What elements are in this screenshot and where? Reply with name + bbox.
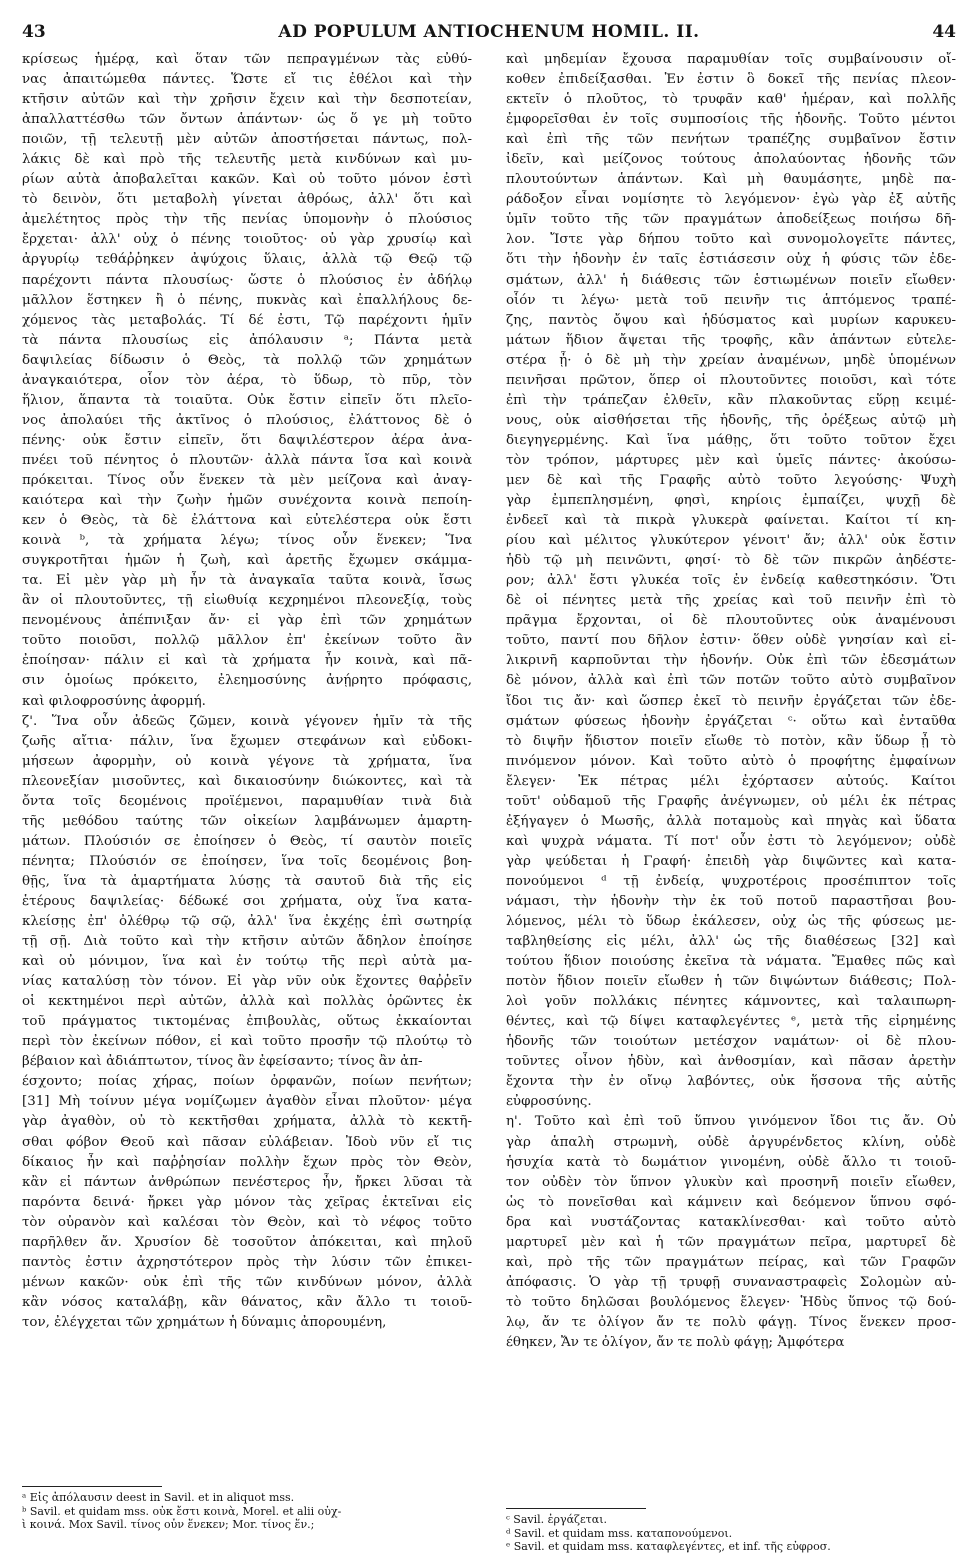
text-line: δὲ μόνον, ἀλλὰ καὶ ἐπὶ τῶν ποτῶν τοῦτο αὐτὸ συμβαῖνον bbox=[506, 673, 956, 689]
text-line: γὰρ ἀγαθὸν, οὐ τὸ κεκτῆσθαι χρήματα, ἀλλὰ τὸ κεκτῆ- bbox=[22, 1114, 472, 1130]
text-line: λάκις δὲ καὶ πρὸ τῆς τελευτῆς μετὰ κινδύνων καὶ μυ- bbox=[22, 152, 472, 168]
text-line: πρόκειται. Τίνος οὖν ἕνεκεν τὰ μὲν μείζονα καὶ ἀναγ- bbox=[22, 472, 472, 488]
text-line: πλεονεξίαν μισοῦντες, καὶ δικαιοσύνην διώκοντες, καὶ τὰ bbox=[22, 773, 472, 789]
text-line: παρῆλθεν ἄν. Χρυσίον δὲ τοσοῦτον ἀπόκειται, καὶ πηλοῦ bbox=[22, 1234, 472, 1250]
text-line: ὅτι τὴν ἡδονὴν ἐν ταῖς ἑστιάσεσιν οὐχ ἡ φύσις τῶν ἐδε- bbox=[506, 252, 956, 268]
text-line: διεγηγερμένης. Καὶ ἵνα μάθῃς, ὅτι τοῦτο τοῦτον ἔχει bbox=[506, 432, 956, 448]
text-line: μάτων. Πλούσιόν σε ἐποίησεν ὁ Θεὸς, τί σαυτὸν ποιεῖς bbox=[22, 833, 472, 849]
text-line: πονούμενοι ᵈ τῇ ἐνδείᾳ, ψυχροτέροις προσέπιπτον τοῖς bbox=[506, 873, 956, 889]
text-line: τῆς μεθόδου ταύτης τῶν οἰκείων λαμβάνωμεν ἁμαρτη- bbox=[22, 813, 472, 829]
text-line: ἐξήγαγεν ὁ Μωσῆς, ἀλλὰ ποταμοὺς καὶ πηγὰς καὶ ὕδατα bbox=[506, 813, 956, 829]
text-line: τὸ δεινὸν, ὅτι μεταβολὴ γίνεται ἀθρόως, ἀλλ' ὅτι καὶ bbox=[22, 192, 472, 208]
text-line: ἡδὺ τῷ μὴ πεινῶντι, φησί· τὸ δὲ τῶν πικρῶν ἀηδέστε- bbox=[506, 553, 956, 569]
text-line: ἥλιον, ἅπαντα τὰ τοιαῦτα. Οὐκ ἔστιν εἰπεῖν ὅτι πλεῖο- bbox=[22, 392, 472, 408]
text-line: πλουτούντων ἁπάντων. Καὶ μὴ θαυμάσητε, μηδὲ πα- bbox=[506, 172, 956, 188]
text-line: εὐφροσύνης. bbox=[506, 1094, 592, 1110]
text-line: τὸ τοῦτο δηλῶσαι βουλόμενος ἔλεγεν· Ἡδὺς ὕπνος τῷ δού- bbox=[506, 1294, 956, 1310]
text-line: γὰρ ἐμπεπλησμένη, φησὶ, κηρίοις ἐμπαίζει, ψυχῇ δὲ bbox=[506, 493, 956, 509]
text-line: καὶ, πρὸ τῆς τῶν πραγμάτων πείρας, καὶ τῶν Γραφῶν bbox=[506, 1254, 956, 1270]
text-line: μεν δὲ καὶ τῆς Γραφῆς αὐτὸ τοῦτο λεγούσης· Ψυχὴ bbox=[506, 472, 956, 488]
footnote-divider-right bbox=[506, 1508, 646, 1509]
text-line: νους, οὐκ αἰσθήσεται τῆς ἡδονῆς, τῆς ὀρέξεως αὐτῷ μὴ bbox=[506, 412, 956, 428]
text-line: ἰδεῖν, καὶ μείζονος τούτους ἀπολαύοντας ἡδονῆς τῶν bbox=[506, 152, 956, 168]
text-line: ἀπαλλαττέσθω τῶν ὄντων ἁπάντων· ὡς ὅ γε μὴ τοῦτο bbox=[22, 112, 472, 128]
text-line: κτῆσιν αὐτῶν καὶ τὴν χρῆσιν ἔχειν καὶ τὴν δεσποτείαν, bbox=[22, 92, 472, 108]
text-line: γὰρ ψεύδεται ἡ Γραφή· ἐπειδὴ γὰρ διψῶντες καὶ κατα- bbox=[506, 853, 956, 869]
text-line: σμάτων φύσεως ἡδονὴν ἐργάζεται ᶜ· οὕτω καὶ ἐνταῦθα bbox=[506, 713, 956, 729]
text-line: οἷόν τι λέγω· μετὰ τοῦ πεινῆν τις ἁπτόμενος τραπέ- bbox=[506, 292, 956, 308]
text-line: ἀπόφασις. Ὁ γὰρ τῇ τρυφῇ συναναστραφεὶς Σολομὼν αὐ- bbox=[506, 1274, 956, 1290]
text-line: καὶ ἐπὶ τῆς τῶν πενήτων τραπέζης συμβαῖνον ἔστιν bbox=[506, 132, 956, 148]
text-line: τα. Εἰ μὲν γὰρ μὴ ἦν τὰ ἀναγκαῖα ταῦτα κοινὰ, ἴσως bbox=[22, 573, 472, 589]
text-line: τοῦτο ποιοῦσι, πολλῷ μᾶλλον ἐπ' ἐκείνων τοῦτο ἂν bbox=[22, 633, 472, 649]
text-line: σμάτων, ἀλλ' ἡ διάθεσις τῶν ἑστιωμένων ποιεῖν εἴωθεν· bbox=[506, 272, 956, 288]
text-line: ράδοξον εἶναι νομίσητε τὸ λεγόμενον· ἐγὼ γὰρ ἐξ αὐτῆς bbox=[506, 192, 956, 208]
text-line: ρίων αὐτὰ ἀποβαλεῖται κακῶν. Καὶ οὐ τοῦτο μόνον ἐστὶ bbox=[22, 172, 472, 188]
text-line: περὶ τὸν ἐκείνων πόθον, εἰ καὶ τοῦτο προσῆν τῷ πλούτῳ τὸ bbox=[22, 1034, 472, 1050]
text-line: μᾶλλον ἕστηκεν ἢ ὁ πένης, πυκνὰς καὶ ἐπαλλήλους δε- bbox=[22, 292, 472, 308]
text-line: κοινὰ ᵇ, τὰ χρήματα λέγω; τίνος οὖν ἕνεκεν; Ἵνα bbox=[22, 533, 472, 549]
text-line: κλείσῃς ἐπ' ὀλέθρῳ τῷ σῷ, ἀλλ' ἵνα ἐκχέῃς ἐπὶ σωτηρίᾳ bbox=[22, 914, 472, 930]
text-line: ἔλεγεν· Ἐκ πέτρας μέλι ἐχόρτασεν αὐτούς. Καίτοι bbox=[506, 773, 956, 789]
footnote: ᵉ Savil. et quidam mss. καταφλεγέντες, et inf. τῆς εὐφροσ. bbox=[506, 1540, 831, 1553]
text-line: ἔχοντα τὴν ἐν οἴνῳ λαβόντες, οὐκ ἥσσονα τῆς αὐτῆς bbox=[506, 1074, 956, 1090]
text-line: πινόμενον μόνον. Καὶ τοῦτο αὐτὸ ὁ προφήτης ἐμφαίνων bbox=[506, 753, 956, 769]
text-line: ἑτέρους δαψιλείας· δέδωκέ σοι χρήματα, οὐχ ἵνα κατα- bbox=[22, 893, 472, 909]
text-line: σιν ὁμοίως πρόκειτο, ἐλεημοσύνης ἀνῄρητο πρόφασις, bbox=[22, 673, 472, 689]
text-line: στέρα ᾖ· ὁ δὲ μὴ τὴν χρείαν ἀναμένων, μηδὲ ὑπομένων bbox=[506, 352, 956, 368]
text-line: πένης· οὐκ ἔστιν εἰπεῖν, ὅτι δαψιλέστερον ἀέρα ἀνα- bbox=[22, 432, 472, 448]
text-line: ἀργυρίῳ τεθάῤῥηκεν ἀψύχοις ὕλαις, ἀλλὰ τῷ Θεῷ τῷ bbox=[22, 252, 472, 268]
text-line: μένων κακῶν· οὐκ ἐπὶ τῆς τῶν κινδύνων μόνον, ἀλλὰ bbox=[22, 1274, 472, 1290]
text-line: θῇς, ἵνα τὰ ἁμαρτήματα λύσῃς τὰ σαυτοῦ διὰ τῆς εἰς bbox=[22, 873, 472, 889]
left-text-column bbox=[22, 50, 472, 1333]
page-header bbox=[22, 14, 956, 44]
text-line: καὶ φιλοφροσύνης ἀφορμή. bbox=[22, 693, 206, 709]
text-line: λικρινῆ καρποῦνται τὴν ἡδονήν. Οὐκ ἐπὶ τῶν ἐδεσμάτων bbox=[506, 653, 956, 669]
text-line: ἐμφορεῖσθαι ἐν τοῖς συμποσίοις τῆς ἡδονῆς. Τοῦτο μέντοι bbox=[506, 112, 956, 128]
text-line: τον, ἐλέγχεται τῶν χρημάτων ἡ δύναμις ἀπορουμένη, bbox=[22, 1314, 387, 1330]
footnote-divider-left bbox=[22, 1486, 162, 1487]
text-line: τοῦτ' οὐδαμοῦ τῆς Γραφῆς ἀνέγνωμεν, οὐ μέλι ἐκ πέτρας bbox=[506, 793, 956, 809]
text-line: πένητα; Πλούσιόν σε ἐποίησεν, ἵνα τοῖς δεομένοις βοη- bbox=[22, 853, 472, 869]
text-line: συγκροτῆται ἡμῶν ἡ ζωὴ, καὶ ἀρετῆς ἔχωμεν σκάμμα- bbox=[22, 553, 472, 569]
text-line: θέντες, καὶ τῷ δίψει καταφλεγέντες ᵉ, μετὰ τῆς εἰρημένης bbox=[506, 1014, 956, 1030]
footnotes-right bbox=[506, 1513, 956, 1554]
text-line: τὸν οὐρανὸν καὶ καλέσαι τὸν Θεὸν, καὶ τὸ νέφος τοῦτο bbox=[22, 1214, 472, 1230]
text-line: κἂν εἰ πάντων ἀνθρώπων πενέστερος ἦν, ἤρκει λῦσαι τὰ bbox=[22, 1174, 472, 1190]
text-line: νος ἀπολαύει τῆς ἀκτῖνος ὁ πλούσιος, ἐλάττονος δὲ ὁ bbox=[22, 412, 472, 428]
text-line: μαρτυρεῖ μὲν καὶ ἡ τῶν πραγμάτων πεῖρα, μαρτυρεῖ δὲ bbox=[506, 1234, 956, 1250]
page-number-left: 43 bbox=[22, 22, 46, 42]
text-line: λῳ, ἄν τε ὀλίγον ἄν τε πολὺ φάγῃ. Τίνος ἕνεκεν προσ- bbox=[506, 1314, 956, 1330]
text-line: ἀμελέτητος πρὸς τὴν τῆς πενίας ὑπομονὴν ὁ πλούσιος bbox=[22, 212, 472, 228]
text-line: τοῦτο, παντί που δῆλον ἐστιν· ὅθεν οὐδὲ γνησίαν καὶ εἰ- bbox=[506, 633, 956, 649]
text-line: ἐνδεεῖ καὶ τὰ πικρὰ γλυκερὰ φαίνεται. Καίτοι τί κη- bbox=[506, 513, 956, 529]
text-line: δὲ οἱ πένητες μετὰ τῆς χρείας καὶ τοῦ πεινῆν ἐπὶ τὸ bbox=[506, 593, 956, 609]
text-line: τὸν τρόπον, μάρτυρες μὲν καὶ ὑμεῖς πάντες· ἀκούσω- bbox=[506, 452, 956, 468]
text-line: ρον; ἀλλ' ἔστι γλυκέα τοῖς ἐν ἐνδείᾳ καθεστηκόσιν. Ὅτι bbox=[506, 573, 956, 589]
text-line: πεινῆσαι πρῶτον, ὅπερ οἱ πλουτοῦντες ποιοῦσι, καὶ τότε bbox=[506, 372, 956, 388]
text-line: τῇ σῇ. Διὰ τοῦτο καὶ τὴν κτῆσιν αὐτῶν ἄδηλον ἐποίησε bbox=[22, 934, 472, 950]
text-line: τὰ πάντα πλουσίως εἰς ἀπόλαυσιν ᵃ; Πάντα μετὰ bbox=[22, 332, 472, 348]
text-line: εκτεῖν ὁ πλοῦτος, τὸ τρυφᾶν καθ' ἡμέραν, καὶ πολλῆς bbox=[506, 92, 956, 108]
text-line: ἡσυχία κατὰ τὸ δωμάτιον γινομένη, οὐδὲ ἄλλο τι τοιοῦ- bbox=[506, 1154, 956, 1170]
footnote: ᶜ Savil. ἐργάζεται. bbox=[506, 1513, 607, 1526]
text-line: καὶ ψυχρὰ νάματα. Τί ποτ' οὖν ἐστι τὸ λεγόμενον; οὐδὲ bbox=[506, 833, 956, 849]
text-line: ποτὸν ἥδιον ποιεῖν εἴωθεν ἡ τῶν διψώντων διάθεσις; Πολ- bbox=[506, 974, 956, 990]
text-line: τον οὐδὲν τὸν ὕπνον γλυκὺν καὶ προσηνῆ ποιεῖν εἴωθεν, bbox=[506, 1174, 956, 1190]
footnote: ᵇ Savil. et quidam mss. οὐκ ἔστι κοινὰ, Morel. et alii οὐχ- bbox=[22, 1504, 342, 1518]
running-title: AD POPULUM ANTIOCHENUM HOMIL. II. bbox=[278, 22, 700, 42]
text-line: δρα καὶ νυστάζοντας κατακλίνεσθαι· καὶ τοῦτο αὐτὸ bbox=[506, 1214, 956, 1230]
text-line: ὡς τὸ πονεῖσθαι καὶ κάμνειν καὶ δεόμενον ὕπνου σφό- bbox=[506, 1194, 956, 1210]
text-line: ποιῶν, τῇ τελευτῇ μὲν αὐτῶν ἀποστήσεται πάντως, πολ- bbox=[22, 132, 472, 148]
text-line: κεν ὁ Θεὸς, τὰ δὲ ἐλάττονα καὶ εὐτελέστερα οὐκ ἔστι bbox=[22, 513, 472, 529]
text-line: ζης, παντὸς ὄψου καὶ ἡδύσματος καὶ μυρίων καρυκευ- bbox=[506, 312, 956, 328]
text-line: μήσεων ἀφορμὴν, οὐ κοινὰ γέγονε τὰ χρήματα, ἵνα bbox=[22, 753, 472, 769]
text-line: σθαι φόβον Θεοῦ καὶ πᾶσαν εὐλάβειαν. Ἰδοὺ νῦν εἴ τις bbox=[22, 1134, 472, 1150]
text-line: τούτου ἥδιον ποιούσης ἐκεῖνα τὰ νάματα. Ἔμαθες πῶς καὶ bbox=[506, 954, 956, 970]
footnote: ᵃ Εἰς ἀπόλαυσιν deest in Savil. et in aliquot mss. bbox=[22, 1491, 295, 1504]
page-number-right: 44 bbox=[932, 22, 956, 42]
text-line: ὑμῖν τοῦτο τῆς τῶν πραγμάτων ἀποδείξεως ποιήσω δῆ- bbox=[506, 212, 956, 228]
text-line: ἐποίησαν· πάλιν εἰ καὶ τὰ χρήματα ἦν κοινὰ, καὶ πᾶ- bbox=[22, 653, 472, 669]
text-line: ἐπὶ τὴν τράπεζαν ἐλθεῖν, κἂν πλακοῦντας εὕρῃ κειμέ- bbox=[506, 392, 956, 408]
text-line: δαψιλείας δίδωσιν ὁ Θεὸς, τὰ πολλῷ τῶν χρημάτων bbox=[22, 352, 472, 368]
text-line: γὰρ ἁπαλὴ στρωμνὴ, οὐδὲ ἀργυρένδετος κλίνη, οὐδὲ bbox=[506, 1134, 956, 1150]
text-line: ζωῆς αἴτια· πάλιν, ἵνα ἔχωμεν στεφάνων καὶ εὐδοκι- bbox=[22, 733, 472, 749]
text-line: ρίου καὶ μέλιτος γλυκύτερον γένοιτ' ἄν; ἀλλ' οὐκ ἔστιν bbox=[506, 533, 956, 549]
text-line: έσχοντο; ποίας χήρας, ποίων ὀρφανῶν, ποίων πενήτων; bbox=[22, 1074, 472, 1090]
text-line: ἡδονῆς τῶν τοιούτων μετέσχον ναμάτων· οἱ δὲ πλου- bbox=[506, 1034, 956, 1050]
text-line: νάμασι, τὴν ἡδονὴν τὴν ἐκ τοῦ ποτοῦ παραστῆσαι βου- bbox=[506, 893, 956, 909]
text-line: καὶ οὐ μόνιμον, ἵνα καὶ ἐν τούτῳ τῆς περὶ αὐτὰ μα- bbox=[22, 954, 472, 970]
footnotes-left bbox=[22, 1491, 472, 1532]
text-line: η'. Τοῦτο καὶ ἐπὶ τοῦ ὕπνου γινόμενον ἴδοι τις ἄν. Οὐ bbox=[506, 1114, 956, 1130]
text-line: νας ἀπαιτώμεθα πάντες. Ὥστε εἴ τις ἐθέλοι καὶ τὴν bbox=[22, 72, 472, 88]
text-line: καὶ μηδεμίαν ἔχουσα παραμυθίαν τοῖς συμβαίνουσιν οἴ- bbox=[506, 52, 956, 67]
text-line: ἔρχεται· ἀλλ' οὐχ ὁ πένης τοιοῦτος· οὐ γὰρ χρυσίῳ καὶ bbox=[22, 232, 472, 248]
footnote: ὶ κοινά. Mox Savil. τίνος οὖν ἕνεκεν; Mor. τίνος ἕν.; bbox=[22, 1518, 315, 1531]
text-line: νίας καταλύσῃ τὸν τόνον. Εἰ γὰρ νῦν οὐκ ἔχοντες θαῤῥεῖν bbox=[22, 974, 472, 990]
text-line: οἱ κεκτημένοι περὶ αὐτῶν, ἀλλὰ καὶ πολλὰς ὁρῶντες ἐκ bbox=[22, 994, 472, 1010]
text-line: ἴδοι τις ἄν· καὶ ὥσπερ ἐκεῖ τὸ πεινῆν ἐργάζεται τῶν ἐδε- bbox=[506, 693, 956, 709]
text-line: έθηκεν, Ἄν τε ὀλίγον, ἄν τε πολὺ φάγῃ; Ἀμφότερα bbox=[506, 1335, 845, 1350]
text-line: μάτων ἥδιον ἄψεται τῆς τροφῆς, κἂν ἁπάντων εὐτελε- bbox=[506, 332, 956, 348]
text-line: παντὸς ἐστιν ἀχρηστότερον πρὸς τὴν λύσιν τῶν ἐπικει- bbox=[22, 1254, 472, 1270]
text-line: λόμενος, μέλι τὸ ὕδωρ ἐκάλεσεν, οὐχ ὡς τῆς φύσεως με- bbox=[506, 914, 956, 930]
text-line: τοῦντες οἶνον ἡδὺν, καὶ ἀνθοσμίαν, καὶ πᾶσαν ἀρετὴν bbox=[506, 1054, 956, 1070]
text-line: ζ'. Ἵνα οὖν ἀδεῶς ζῶμεν, κοινὰ γέγονεν ἡμῖν τὰ τῆς bbox=[22, 713, 472, 729]
text-line: παρέχοντι πάντα πλουσίως· ὥστε ὁ πλούσιος ἐν ἀδήλῳ bbox=[22, 272, 472, 288]
text-line: λοὶ γοῦν πολλάκις πένητες κάμνοντες, καὶ ταλαιπωρη- bbox=[506, 994, 956, 1010]
text-line: καιότερα καὶ τὴν ζωὴν ἡμῶν συνέχοντα κοινὰ πεποίη- bbox=[22, 493, 472, 509]
text-line: δίκαιος ἦν καὶ παῤῥησίαν πολλὴν ἔχων πρὸς τὸν Θεὸν, bbox=[22, 1154, 472, 1170]
text-line: πενομένους ἀπέπνιξαν ἄν· εἰ γὰρ ἐπὶ τῶν χρημάτων bbox=[22, 613, 472, 629]
book-page bbox=[22, 14, 956, 1553]
text-line: κἂν νόσος καταλάβῃ, κἂν θάνατος, κἂν ἄλλο τι τοιοῦ- bbox=[22, 1294, 472, 1310]
text-line: χόμενος τὰς μεταβολάς. Τί δέ ἐστι, Τῷ παρέχοντι ἡμῖν bbox=[22, 312, 472, 328]
text-line: παρόντα δεινά· ἤρκει γὰρ μόνον τὰς χεῖρας ἐκτεῖναι εἰς bbox=[22, 1194, 472, 1210]
text-line: τοῦ πράγματος τικτομένας ἐπιβουλὰς, οὕτως ἐκκαίονται bbox=[22, 1014, 472, 1030]
text-line: λον. Ἴστε γὰρ δήπου τοῦτο καὶ συνομολογεῖτε πάντες, bbox=[506, 232, 956, 248]
text-line: κρίσεως ἡμέρᾳ, καὶ ὅταν τῶν πεπραγμένων τὰς εὐθύ- bbox=[22, 52, 472, 67]
right-text-column bbox=[506, 50, 956, 1353]
text-line: ταβληθείσης εἰς μέλι, ἀλλ' ὡς τῆς διαθέσεως [32] καὶ bbox=[506, 934, 956, 950]
text-line: κοθεν ἐπιδείξασθαι. Ἐν ἐστιν ὃ δοκεῖ τῆς πενίας πλεον- bbox=[506, 72, 956, 88]
text-line: ὄντα τοῖς δεομένοις προϊέμενοι, παραμυθίαν τινὰ διὰ bbox=[22, 793, 472, 809]
footnote: ᵈ Savil. et quidam mss. καταπονούμενοι. bbox=[506, 1526, 733, 1540]
text-line: ἂν οἱ πλουτοῦντες, τῇ εἰωθυίᾳ κεχρημένοι πλεονεξίᾳ, τοὺς bbox=[22, 593, 472, 609]
text-line: [31] Μὴ τοίνυν μέγα νομίζωμεν ἀγαθὸν εἶναι πλοῦτον· μέγα bbox=[22, 1094, 472, 1110]
text-line: ἀναγκαιότερα, οἷον τὸν ἀέρα, τὸ ὕδωρ, τὸ πῦρ, τὸν bbox=[22, 372, 472, 388]
text-line: πνέει τοῦ πένητος ὁ πλουτῶν· ἀλλὰ πάντα ἴσα καὶ κοινὰ bbox=[22, 452, 472, 468]
text-line: πρᾶγμα ἔρχονται, οἱ δὲ πλουτοῦντες οὐκ ἀναμένουσι bbox=[506, 613, 956, 629]
text-line: τὸ διψῆν ἥδιστον ποιεῖν εἴωθε τὸ ποτὸν, κἂν ὕδωρ ᾖ τὸ bbox=[506, 733, 956, 749]
text-line: βέβαιον καὶ ἀδιάπτωτον, τίνος ἂν ἐφείσαντο; τίνος ἂν ἀπ- bbox=[22, 1054, 423, 1070]
